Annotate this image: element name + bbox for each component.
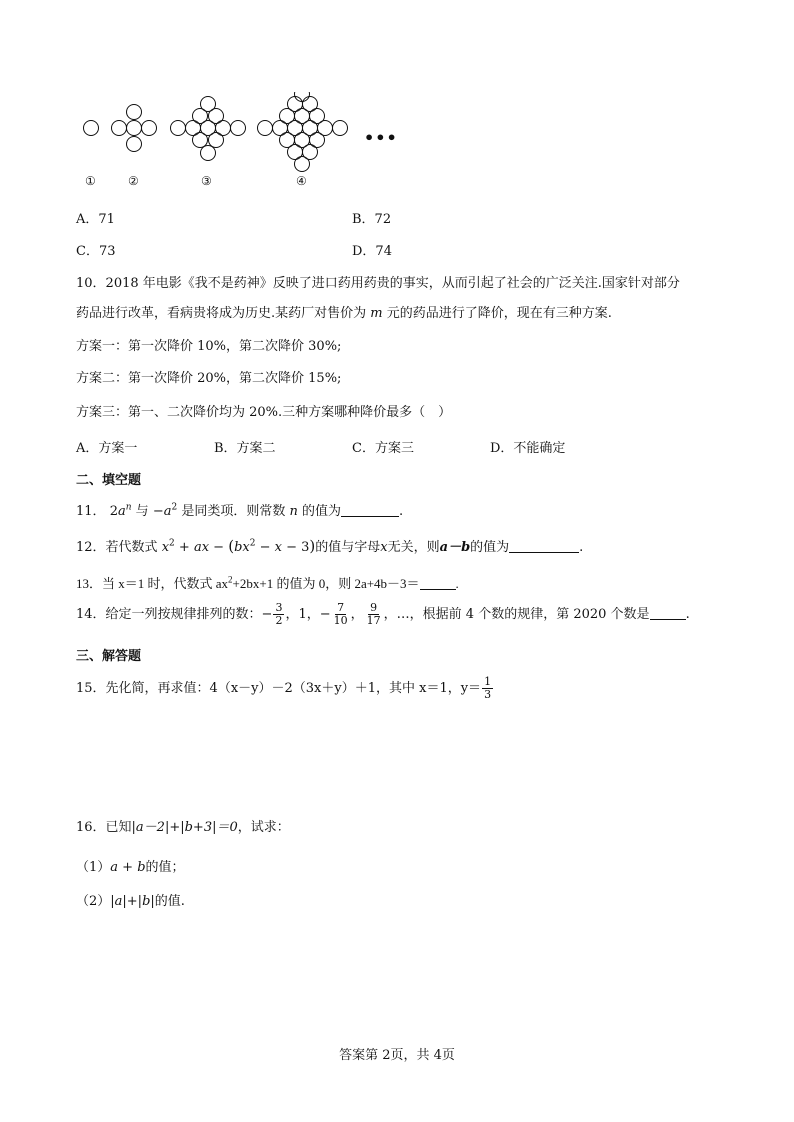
- section-fill-in-blank: 二、填空题: [76, 473, 142, 488]
- figure-label-3: ③: [201, 174, 212, 188]
- q10-option-b: B．方案二: [214, 441, 276, 456]
- q12-end: .: [579, 540, 584, 555]
- q16-part-1-tail: 的值；: [145, 860, 185, 875]
- q10-line-2-b: 元的药品进行了降价，现在有三种方案.: [382, 306, 612, 321]
- q16-part-2: [76, 890, 185, 909]
- q12-var-x: x: [380, 540, 388, 555]
- q14-fraction-1: $\frac{3}{2}$: [275, 601, 283, 627]
- q16-part-1-num: （1）: [76, 860, 111, 875]
- section-solve: 三、解答题: [76, 649, 142, 664]
- q15: [76, 676, 494, 701]
- q11-text-2: 是同类项．则常数: [181, 504, 290, 519]
- q9-option-a: A．71: [76, 212, 115, 227]
- q12: [76, 536, 583, 555]
- q10-option-c: C．方案三: [352, 441, 414, 456]
- q10-option-d: D．不能确定: [490, 441, 566, 456]
- q16-part-2-tail: 的值.: [154, 894, 185, 909]
- q10-line-1: 10．2018 年电影《我不是药神》反映了进口药用药贵的事实，从而引起了社会的广泛关注.国家针对部分: [76, 276, 680, 291]
- q14-num: 14．给定一列按规律排列的数：: [76, 607, 262, 622]
- q11-text-3: 的值为: [297, 504, 342, 519]
- q10-line-2-a: 药品进行改革，看病贵将成为历史.某药厂对售价为: [76, 306, 371, 321]
- q15-text: 15．先化简，再求值：4（x－y）－2（3x＋y）＋1，其中 x＝1，y＝: [76, 681, 482, 696]
- q16-part-2-expr: |a|+|b|: [110, 894, 155, 909]
- q9-option-d: D．74: [352, 244, 392, 259]
- pattern-2: [112, 105, 157, 152]
- q12-answer-blank[interactable]: [509, 540, 579, 553]
- q10-plan-2: 方案二：第一次降价 20%，第二次降价 15%;: [76, 371, 342, 386]
- q11-answer-blank[interactable]: [341, 504, 399, 517]
- q11-term-1: $2a^n$: [109, 502, 132, 519]
- page-footer: 答案第 2页，共 4页: [339, 1048, 455, 1063]
- q14-fraction-3: $\frac{9}{17}$: [366, 601, 381, 627]
- q13: [76, 573, 459, 592]
- pattern-3: [171, 97, 246, 161]
- q13-text-a: 13．当 x＝1 时，代数式 ax: [76, 576, 229, 591]
- q14-end: .: [685, 607, 690, 622]
- q10-plan-3: 方案三：第一、二次降价均为 20%.三种方案哪种降价最多（ ）: [76, 405, 452, 420]
- pattern-4: [258, 92, 348, 172]
- q11-end: .: [399, 504, 404, 519]
- q14-fraction-2: $\frac{7}{10}$: [333, 601, 348, 627]
- q11-num: 11．: [76, 504, 106, 519]
- q16-text-a: 16．已知: [76, 820, 132, 835]
- q10-var-m: m: [370, 306, 383, 321]
- q12-text-1: 的值与字母: [315, 540, 381, 555]
- q16-part-1: [76, 856, 185, 875]
- q12-a-minus-b: a－b: [439, 540, 471, 555]
- figure-ellipsis: •••: [364, 128, 398, 147]
- q11: [76, 500, 403, 519]
- q12-text-2: 无关，则: [387, 540, 440, 555]
- q9-option-b: B．72: [352, 212, 392, 227]
- q14-one: 1，: [298, 607, 320, 622]
- q16-expression: |a－2|+|b+3|＝0: [131, 820, 238, 835]
- q13-sup: 2: [228, 574, 233, 585]
- q16: [76, 816, 290, 835]
- q14-answer-blank[interactable]: [650, 607, 686, 620]
- q10-line-2: [76, 302, 612, 321]
- q11-var-n: n: [289, 504, 298, 519]
- q15-fraction: $\frac{1}{3}$: [484, 675, 492, 701]
- q14: 14．给定一列按规律排列的数：− $\frac{3}{2}$ ，1，− $\frac{7}{10}$ ， $\frac{9}{17}$ ，…，根据前 4 个数的规律，第 2020 个数是 .: [76, 601, 690, 627]
- q16-text-b: ，试求：: [237, 820, 290, 835]
- q12-expression: $x^2$ + ax − $(bx^2 - x - 3)$: [161, 537, 316, 555]
- q9-option-c: C．73: [76, 244, 116, 259]
- q11-term-2: $-a^2$: [152, 502, 178, 519]
- q14-tail: ，…，根据前 4 个数的规律，第 2020 个数是: [383, 607, 650, 622]
- q10-option-a: A．方案一: [76, 441, 138, 456]
- figure-label-4: ④: [296, 174, 307, 188]
- q12-text-3: 的值为: [470, 540, 510, 555]
- q11-text-1: 与: [135, 504, 149, 519]
- q13-text-b: +2bx+1 的值为 0，则 2a+4b－3＝: [232, 576, 420, 591]
- figure-label-2: ②: [128, 174, 139, 188]
- q16-part-1-expr: a + b: [110, 860, 146, 875]
- figure-label-1: ①: [85, 174, 96, 188]
- pattern-1-circle: [84, 121, 99, 136]
- q13-end: .: [455, 576, 459, 591]
- q13-answer-blank[interactable]: [420, 577, 456, 590]
- q12-num: 12．若代数式: [76, 540, 158, 555]
- q16-part-2-num: （2）: [76, 894, 111, 909]
- q10-plan-1: 方案一：第一次降价 10%，第二次降价 30%;: [76, 339, 342, 354]
